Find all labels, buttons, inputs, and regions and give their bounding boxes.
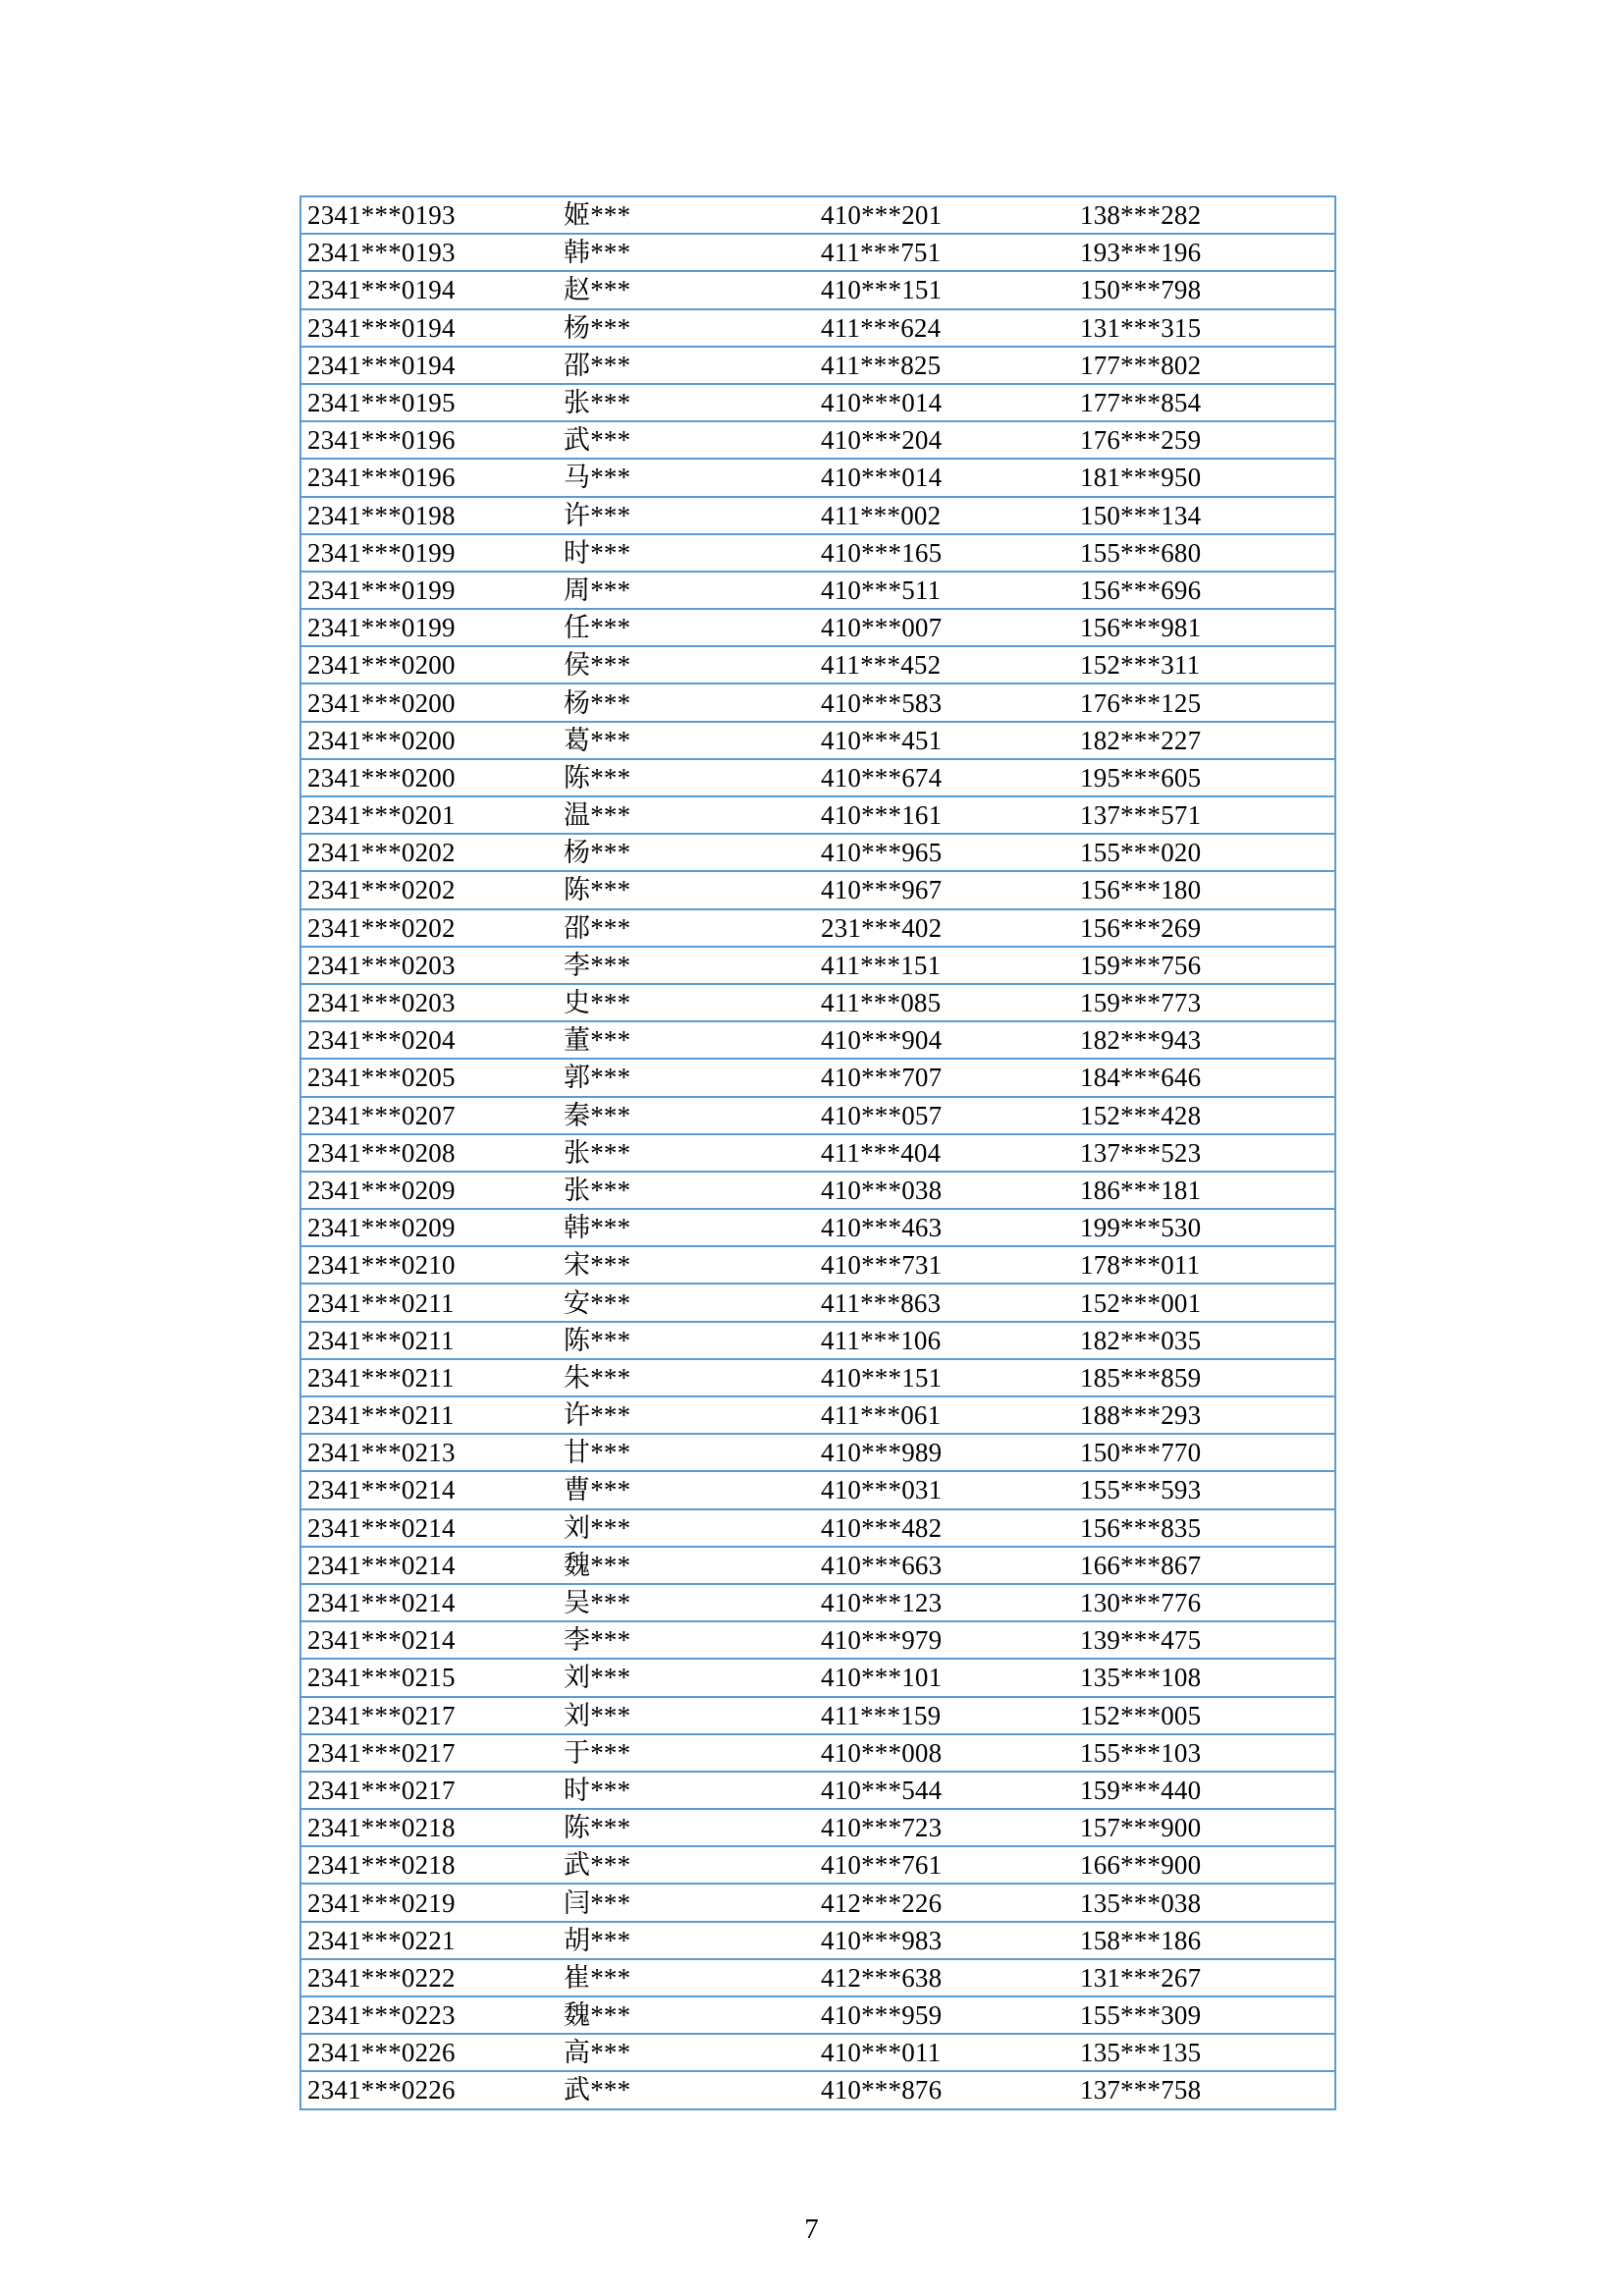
phone-cell: 155***593 <box>1074 1471 1335 1508</box>
id-number-cell: 410***451 <box>815 722 1074 759</box>
table-row <box>300 1509 1335 1547</box>
phone-cell: 137***523 <box>1074 1134 1335 1172</box>
id-number-cell: 410***482 <box>815 1509 1074 1547</box>
id-cell: 2341***0214 <box>300 1471 558 1508</box>
id-number-cell: 411***404 <box>815 1134 1074 1172</box>
name-cell: 武*** <box>558 2071 815 2108</box>
id-number-cell: 410***723 <box>815 1809 1074 1846</box>
id-number-cell: 411***751 <box>815 234 1074 271</box>
table-row <box>300 871 1335 908</box>
id-number-cell: 410***201 <box>821 200 943 231</box>
id-number-cell: 410***057 <box>815 1097 1074 1134</box>
id-number-cell: 411***825 <box>815 347 1074 384</box>
table-row <box>300 1659 1335 1696</box>
id-cell: 2341***0209 <box>300 1209 558 1246</box>
phone-cell: 157***900 <box>1074 1809 1335 1846</box>
phone-cell: 159***773 <box>1074 984 1335 1021</box>
phone-cell: 177***854 <box>1074 384 1335 421</box>
id-number-cell: 410***707 <box>815 1059 1074 1096</box>
name-cell: 姬*** <box>564 200 631 231</box>
name-cell: 武*** <box>558 421 815 459</box>
id-cell: 2341***0202 <box>300 834 558 871</box>
name-cell: 许*** <box>558 497 815 534</box>
id-number-cell: 410***463 <box>815 1209 1074 1246</box>
id-cell: 2341***0202 <box>300 909 558 947</box>
id-number-cell: 410***038 <box>815 1172 1074 1209</box>
id-cell: 2341***0193 <box>307 200 456 231</box>
id-number-cell: 410***904 <box>815 1021 1074 1059</box>
id-cell: 2341***0202 <box>300 871 558 908</box>
table-row <box>300 947 1335 984</box>
phone-cell: 188***293 <box>1074 1396 1335 1434</box>
id-cell: 2341***0194 <box>300 309 558 347</box>
id-cell: 2341***0200 <box>300 722 558 759</box>
name-cell: 刘*** <box>558 1697 815 1734</box>
name-cell: 马*** <box>558 459 815 496</box>
id-cell: 2341***0226 <box>300 2071 558 2108</box>
name-cell: 时*** <box>558 534 815 572</box>
phone-cell: 182***035 <box>1074 1322 1335 1359</box>
table-row <box>300 1097 1335 1134</box>
id-cell: 2341***0221 <box>300 1922 558 1959</box>
id-number-cell: 411***624 <box>815 309 1074 347</box>
phone-cell: 184***646 <box>1074 1059 1335 1096</box>
records-table <box>299 195 1336 2110</box>
id-cell: 2341***0211 <box>300 1284 558 1321</box>
phone-cell: 130***776 <box>1074 1584 1335 1621</box>
id-number-cell: 411***452 <box>815 646 1074 683</box>
id-number-cell: 411***002 <box>815 497 1074 534</box>
id-number-cell: 410***014 <box>815 384 1074 421</box>
phone-cell: 195***605 <box>1074 759 1335 796</box>
phone-cell: 158***186 <box>1074 1922 1335 1959</box>
table-row <box>300 1846 1335 1884</box>
table-row <box>300 234 1335 271</box>
phone-cell: 135***038 <box>1074 1884 1335 1921</box>
table-row <box>300 759 1335 796</box>
name-cell: 于*** <box>558 1734 815 1772</box>
table-row <box>300 796 1335 834</box>
id-cell: 2341***0214 <box>300 1621 558 1659</box>
name-cell: 杨*** <box>558 834 815 871</box>
table-row <box>300 609 1335 646</box>
name-cell: 刘*** <box>558 1659 815 1696</box>
phone-cell: 152***428 <box>1074 1097 1335 1134</box>
phone-cell: 185***859 <box>1074 1359 1335 1396</box>
name-cell: 韩*** <box>558 1209 815 1246</box>
id-cell: 2341***0215 <box>300 1659 558 1696</box>
id-number-cell: 410***965 <box>815 834 1074 871</box>
name-cell: 周*** <box>558 572 815 609</box>
id-number-cell: 412***226 <box>815 1884 1074 1921</box>
table-row <box>300 347 1335 384</box>
id-number-cell: 410***663 <box>815 1547 1074 1584</box>
table-row <box>300 459 1335 496</box>
phone-cell: 135***135 <box>1074 2034 1335 2071</box>
id-cell: 2341***0201 <box>300 796 558 834</box>
table-row <box>300 271 1335 308</box>
phone-cell: 156***180 <box>1074 871 1335 908</box>
table-row <box>300 1059 1335 1096</box>
name-cell: 朱*** <box>558 1359 815 1396</box>
table-row <box>300 1884 1335 1921</box>
id-cell: 2341***0223 <box>300 1996 558 2034</box>
phone-cell: 181***950 <box>1074 459 1335 496</box>
table-row <box>300 1434 1335 1471</box>
id-number-cell: 411***061 <box>815 1396 1074 1434</box>
id-cell: 2341***0195 <box>300 384 558 421</box>
name-cell: 温*** <box>558 796 815 834</box>
id-cell: 2341***0214 <box>300 1547 558 1584</box>
table-row <box>300 984 1335 1021</box>
name-cell: 刘*** <box>558 1509 815 1547</box>
name-cell: 董*** <box>558 1021 815 1059</box>
table-row <box>300 1134 1335 1172</box>
name-cell: 魏*** <box>558 1547 815 1584</box>
table-row <box>300 497 1335 534</box>
name-cell: 韩*** <box>558 234 815 271</box>
phone-cell: 176***259 <box>1074 421 1335 459</box>
table-row <box>300 1209 1335 1246</box>
id-cell: 2341***0203 <box>300 947 558 984</box>
phone-cell: 138***282 <box>1080 200 1202 231</box>
table-row <box>300 1322 1335 1359</box>
phone-cell: 155***309 <box>1074 1996 1335 2034</box>
table-row <box>300 1359 1335 1396</box>
phone-cell: 193***196 <box>1074 234 1335 271</box>
table-row <box>300 1772 1335 1809</box>
name-cell: 葛*** <box>558 722 815 759</box>
name-cell: 杨*** <box>558 683 815 721</box>
name-cell: 魏*** <box>558 1996 815 2034</box>
phone-cell: 199***530 <box>1074 1209 1335 1246</box>
id-cell: 2341***0211 <box>300 1396 558 1434</box>
phone-cell: 139***475 <box>1074 1621 1335 1659</box>
id-number-cell: 410***731 <box>815 1246 1074 1284</box>
id-cell: 2341***0217 <box>300 1734 558 1772</box>
phone-cell: 152***001 <box>1074 1284 1335 1321</box>
id-cell: 2341***0200 <box>300 646 558 683</box>
table-row <box>300 1246 1335 1284</box>
id-cell: 2341***0199 <box>300 609 558 646</box>
name-cell: 陈*** <box>558 1809 815 1846</box>
id-number-cell: 412***638 <box>815 1959 1074 1996</box>
id-cell: 2341***0211 <box>300 1359 558 1396</box>
table-row <box>300 909 1335 947</box>
phone-cell: 137***571 <box>1074 796 1335 834</box>
table-row <box>300 1547 1335 1584</box>
phone-cell: 135***108 <box>1074 1659 1335 1696</box>
id-number-cell: 410***151 <box>815 1359 1074 1396</box>
phone-cell: 155***103 <box>1074 1734 1335 1772</box>
table-row <box>300 384 1335 421</box>
id-number-cell: 410***011 <box>815 2034 1074 2071</box>
id-cell: 2341***0194 <box>300 271 558 308</box>
id-number-cell: 410***007 <box>815 609 1074 646</box>
id-number-cell: 410***967 <box>815 871 1074 908</box>
id-cell: 2341***0211 <box>300 1322 558 1359</box>
name-cell: 时*** <box>558 1772 815 1809</box>
phone-cell: 159***756 <box>1074 947 1335 984</box>
name-cell: 陈*** <box>558 871 815 908</box>
name-cell: 李*** <box>558 947 815 984</box>
id-cell: 2341***0214 <box>300 1509 558 1547</box>
id-number-cell: 410***511 <box>815 572 1074 609</box>
name-cell: 许*** <box>558 1396 815 1434</box>
name-cell: 李*** <box>558 1621 815 1659</box>
id-cell: 2341***0205 <box>300 1059 558 1096</box>
id-cell: 2341***0194 <box>300 347 558 384</box>
id-cell: 2341***0196 <box>300 421 558 459</box>
name-cell: 侯*** <box>558 646 815 683</box>
table-row <box>300 683 1335 721</box>
phone-cell: 156***835 <box>1074 1509 1335 1547</box>
table-row <box>300 196 1335 234</box>
id-cell: 2341***0213 <box>300 1434 558 1471</box>
id-cell: 2341***0198 <box>300 497 558 534</box>
name-cell: 高*** <box>558 2034 815 2071</box>
id-cell: 2341***0217 <box>300 1772 558 1809</box>
id-cell: 2341***0217 <box>300 1697 558 1734</box>
id-cell: 2341***0209 <box>300 1172 558 1209</box>
name-cell: 史*** <box>558 984 815 1021</box>
id-cell: 2341***0222 <box>300 1959 558 1996</box>
id-cell: 2341***0218 <box>300 1846 558 1884</box>
id-cell: 2341***0200 <box>300 759 558 796</box>
name-cell: 宋*** <box>558 1246 815 1284</box>
id-number-cell: 410***101 <box>815 1659 1074 1696</box>
table-row <box>300 421 1335 459</box>
phone-cell: 159***440 <box>1074 1772 1335 1809</box>
id-number-cell: 410***544 <box>815 1772 1074 1809</box>
table-row <box>300 534 1335 572</box>
id-number-cell: 410***983 <box>815 1922 1074 1959</box>
id-number-cell: 411***085 <box>815 984 1074 1021</box>
id-number-cell: 411***151 <box>815 947 1074 984</box>
phone-cell: 178***011 <box>1074 1246 1335 1284</box>
phone-cell: 166***900 <box>1074 1846 1335 1884</box>
table-row <box>300 1809 1335 1846</box>
id-cell: 2341***0210 <box>300 1246 558 1284</box>
id-cell: 2341***0207 <box>300 1097 558 1134</box>
name-cell: 陈*** <box>558 1322 815 1359</box>
name-cell: 曹*** <box>558 1471 815 1508</box>
name-cell: 郭*** <box>558 1059 815 1096</box>
table-row <box>300 1621 1335 1659</box>
id-number-cell: 410***161 <box>815 796 1074 834</box>
table-row <box>300 1959 1335 1996</box>
table-row <box>300 646 1335 683</box>
name-cell: 邵*** <box>558 909 815 947</box>
id-number-cell: 410***204 <box>815 421 1074 459</box>
phone-cell: 150***770 <box>1074 1434 1335 1471</box>
records-table-body <box>300 196 1335 2109</box>
id-number-cell: 410***583 <box>815 683 1074 721</box>
id-number-cell: 411***863 <box>815 1284 1074 1321</box>
phone-cell: 166***867 <box>1074 1547 1335 1584</box>
id-number-cell: 410***979 <box>815 1621 1074 1659</box>
name-cell: 武*** <box>558 1846 815 1884</box>
phone-cell: 150***134 <box>1074 497 1335 534</box>
id-cell: 2341***0214 <box>300 1584 558 1621</box>
id-cell: 2341***0199 <box>300 572 558 609</box>
name-cell: 陈*** <box>558 759 815 796</box>
phone-cell: 156***696 <box>1074 572 1335 609</box>
table-row <box>300 1734 1335 1772</box>
table-row <box>300 834 1335 871</box>
name-cell: 崔*** <box>558 1959 815 1996</box>
table-row <box>300 309 1335 347</box>
phone-cell: 156***981 <box>1074 609 1335 646</box>
id-number-cell: 410***031 <box>815 1471 1074 1508</box>
table-row <box>300 1471 1335 1508</box>
phone-cell: 152***005 <box>1074 1697 1335 1734</box>
table-row <box>300 1996 1335 2034</box>
table-row <box>300 1172 1335 1209</box>
table-row <box>300 572 1335 609</box>
id-number-cell: 410***876 <box>815 2071 1074 2108</box>
name-cell: 甘*** <box>558 1434 815 1471</box>
table-row <box>300 1284 1335 1321</box>
id-cell: 2341***0218 <box>300 1809 558 1846</box>
id-number-cell: 410***761 <box>815 1846 1074 1884</box>
name-cell: 秦*** <box>558 1097 815 1134</box>
name-cell: 张*** <box>558 384 815 421</box>
id-cell: 2341***0204 <box>300 1021 558 1059</box>
page-number: 7 <box>804 2214 819 2245</box>
phone-cell: 182***227 <box>1074 722 1335 759</box>
id-number-cell: 410***123 <box>815 1584 1074 1621</box>
name-cell: 赵*** <box>558 271 815 308</box>
id-number-cell: 410***989 <box>815 1434 1074 1471</box>
table-row <box>300 2034 1335 2071</box>
id-cell: 2341***0193 <box>300 234 558 271</box>
phone-cell: 152***311 <box>1074 646 1335 683</box>
table-row <box>300 1922 1335 1959</box>
name-cell: 吴*** <box>558 1584 815 1621</box>
name-cell: 安*** <box>558 1284 815 1321</box>
id-cell: 2341***0200 <box>300 683 558 721</box>
phone-cell: 176***125 <box>1074 683 1335 721</box>
id-number-cell: 410***674 <box>815 759 1074 796</box>
id-number-cell: 410***959 <box>815 1996 1074 2034</box>
table-row <box>300 1584 1335 1621</box>
phone-cell: 131***315 <box>1074 309 1335 347</box>
name-cell: 张*** <box>558 1134 815 1172</box>
phone-cell: 177***802 <box>1074 347 1335 384</box>
id-number-cell: 231***402 <box>815 909 1074 947</box>
name-cell: 邵*** <box>558 347 815 384</box>
id-number-cell: 410***165 <box>815 534 1074 572</box>
id-cell: 2341***0219 <box>300 1884 558 1921</box>
phone-cell: 182***943 <box>1074 1021 1335 1059</box>
id-number-cell: 411***106 <box>815 1322 1074 1359</box>
phone-cell: 131***267 <box>1074 1959 1335 1996</box>
phone-cell: 155***680 <box>1074 534 1335 572</box>
table-row <box>300 1021 1335 1059</box>
id-number-cell: 410***151 <box>815 271 1074 308</box>
phone-cell: 155***020 <box>1074 834 1335 871</box>
id-cell: 2341***0203 <box>300 984 558 1021</box>
id-number-cell: 410***008 <box>815 1734 1074 1772</box>
phone-cell: 150***798 <box>1074 271 1335 308</box>
phone-cell: 186***181 <box>1074 1172 1335 1209</box>
id-cell: 2341***0199 <box>300 534 558 572</box>
name-cell: 胡*** <box>558 1922 815 1959</box>
id-cell: 2341***0208 <box>300 1134 558 1172</box>
id-number-cell: 411***159 <box>815 1697 1074 1734</box>
table-row <box>300 1396 1335 1434</box>
name-cell: 杨*** <box>558 309 815 347</box>
name-cell: 张*** <box>558 1172 815 1209</box>
id-number-cell: 410***014 <box>815 459 1074 496</box>
phone-cell: 156***269 <box>1074 909 1335 947</box>
table-row <box>300 1697 1335 1734</box>
table-row <box>300 2071 1335 2108</box>
name-cell: 闫*** <box>558 1884 815 1921</box>
phone-cell: 137***758 <box>1074 2071 1335 2108</box>
id-cell: 2341***0196 <box>300 459 558 496</box>
table-row <box>300 722 1335 759</box>
name-cell: 任*** <box>558 609 815 646</box>
id-cell: 2341***0226 <box>300 2034 558 2071</box>
